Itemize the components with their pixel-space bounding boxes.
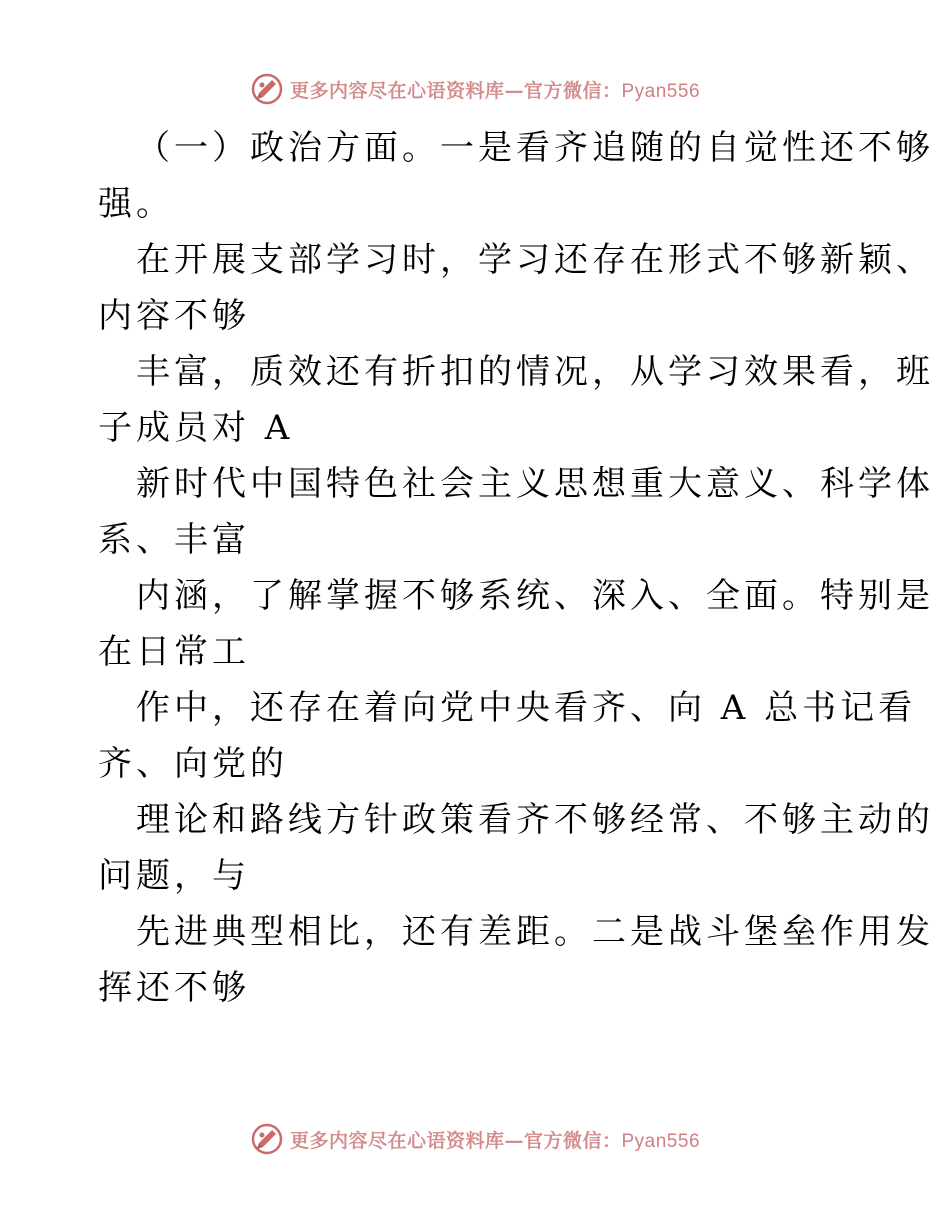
text-line: 挥还不够	[98, 968, 250, 1008]
text-line: 内涵，了解掌握不够系统、深入、全面。特别是	[136, 576, 934, 616]
watermark-text: 更多内容尽在心语资料库—官方微信：Pyan556	[289, 79, 701, 102]
text-line: 内容不够	[98, 296, 250, 336]
text-line: （一）政治方面。一是看齐追随的自觉性还不够	[136, 128, 934, 168]
watermark-text: 更多内容尽在心语资料库—官方微信：Pyan556	[289, 1129, 701, 1152]
watermark-id: Pyan556	[621, 1130, 701, 1152]
text-line: 齐、向党的	[98, 744, 288, 784]
watermark-id: Pyan556	[621, 80, 701, 102]
text-line: 系、丰富	[98, 520, 250, 560]
text-line: 问题，与	[98, 856, 250, 896]
text-line: 在日常工	[98, 632, 250, 672]
header-watermark	[0, 72, 950, 106]
text-line: 强。	[98, 184, 174, 224]
watermark-logo-icon	[250, 72, 284, 106]
text-line: 先进典型相比，还有差距。二是战斗堡垒作用发	[136, 912, 934, 952]
text-line: 作中，还存在着向党中央看齐、向 A 总书记看	[136, 688, 917, 728]
watermark-logo-icon	[250, 1122, 284, 1156]
text-line: 子成员对 A	[98, 408, 294, 448]
text-line: 理论和路线方针政策看齐不够经常、不够主动的	[136, 800, 934, 840]
footer-watermark	[0, 1122, 950, 1156]
text-line: 丰富，质效还有折扣的情况，从学习效果看，班	[136, 352, 934, 392]
text-line: 新时代中国特色社会主义思想重大意义、科学体	[136, 464, 934, 504]
document-body	[98, 120, 934, 1016]
text-line: 在开展支部学习时，学习还存在形式不够新颖、	[136, 240, 934, 280]
